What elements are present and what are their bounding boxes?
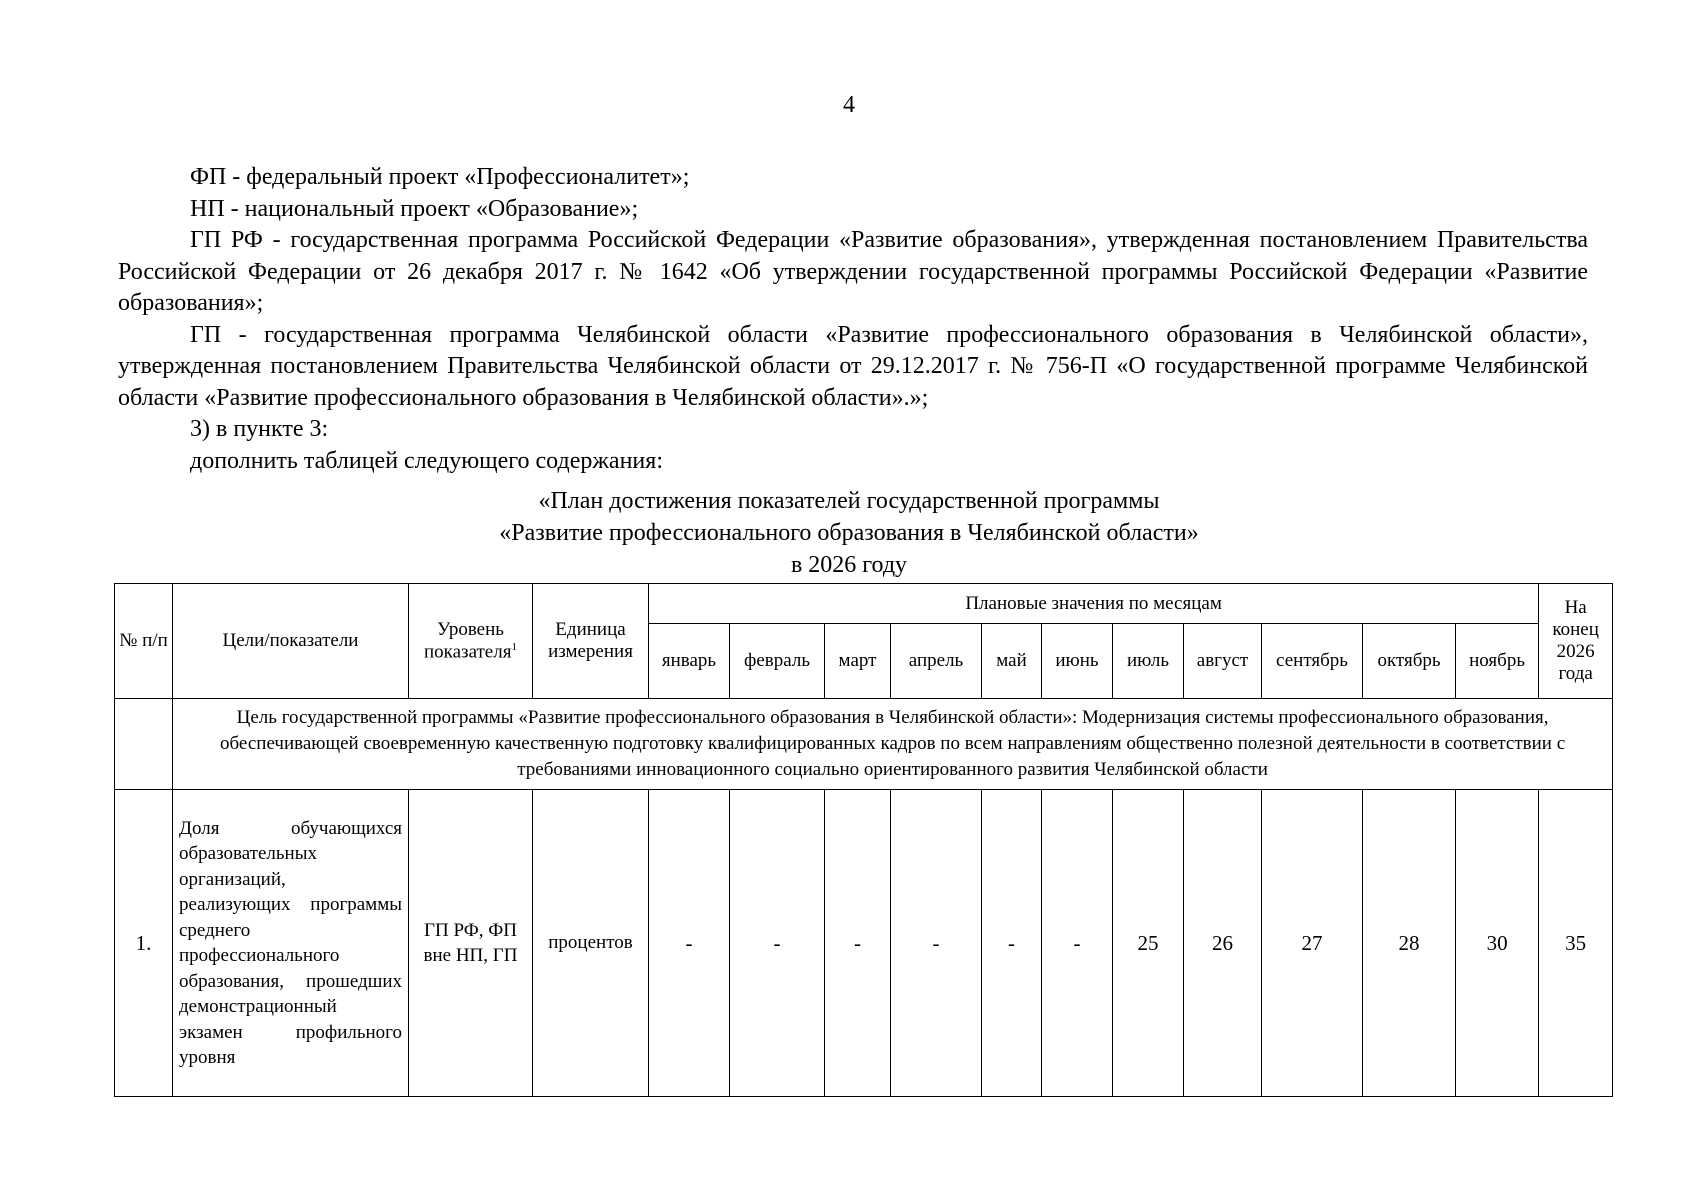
header-level-footnote: 1 bbox=[511, 640, 517, 653]
document-body bbox=[118, 162, 1588, 477]
header-goals: Цели/показатели bbox=[173, 584, 409, 699]
header-number: № п/п bbox=[115, 584, 173, 699]
month-header: октябрь bbox=[1363, 624, 1456, 699]
row-value: - bbox=[891, 790, 982, 1097]
month-header: февраль bbox=[730, 624, 825, 699]
page-number: 4 bbox=[843, 92, 855, 118]
row-number: 1. bbox=[115, 790, 173, 1097]
header-unit: Единица измерения bbox=[533, 584, 649, 699]
month-header: январь bbox=[649, 624, 730, 699]
table-title-line-3: в 2026 году bbox=[790, 552, 908, 578]
table-title-line-2: «Развитие профессионального образования в Челябинской области» bbox=[499, 520, 1199, 546]
clause-instruction: дополнить таблицей следующего содержания: bbox=[190, 447, 663, 474]
row-value: - bbox=[982, 790, 1042, 1097]
month-header: сентябрь bbox=[1262, 624, 1363, 699]
header-level bbox=[409, 584, 533, 699]
header-planned-values: Плановые значения по месяцам bbox=[649, 584, 1539, 624]
goal-row-number-cell bbox=[115, 699, 173, 790]
row-value: - bbox=[1042, 790, 1113, 1097]
definition-fp: ФП - федеральный проект «Профессионалитет»; bbox=[190, 164, 690, 190]
month-header: июль bbox=[1113, 624, 1184, 699]
table-row bbox=[115, 790, 1613, 1097]
goal-row: Цель государственной программы «Развитие профессионального образования в Челябинской области»: Модернизация системы профессионального образования, обеспечивающей своевременную качественную подготовку квалифицированных кадров по всем направлениям общественно полезной деятельности в соответствии с требованиями инновационного социально ориентированного развития Челябинской области bbox=[173, 699, 1613, 790]
row-value: 30 bbox=[1456, 790, 1539, 1097]
month-header: июнь bbox=[1042, 624, 1113, 699]
row-value: 25 bbox=[1113, 790, 1184, 1097]
definition-gp-rf: ГП РФ - государственная программа Российской Федерации «Развитие образования», утвержденная постановлением Правительства Российской Федерации от 26 декабря 2017 г. № 1642 «Об утверждении государственной программы Российской Федерации «Развитие образования»; bbox=[118, 227, 1588, 316]
row-value: 28 bbox=[1363, 790, 1456, 1097]
month-header: апрель bbox=[891, 624, 982, 699]
row-level: ГП РФ, ФП вне НП, ГП bbox=[409, 790, 533, 1097]
definition-gp: ГП - государственная программа Челябинской области «Развитие профессионального образования в Челябинской области», утвержденная постановлением Правительства Челябинской области от 29.12.2017 г. № 756-П «О государственной программе Челябинской области «Развитие профессионального образования в Челябинской области».»; bbox=[118, 321, 1588, 411]
month-header: май bbox=[982, 624, 1042, 699]
row-year-end: 35 bbox=[1539, 790, 1613, 1097]
row-value: - bbox=[730, 790, 825, 1097]
row-unit: процентов bbox=[533, 790, 649, 1097]
header-level-text: Уровень показателя bbox=[424, 618, 512, 663]
row-indicator: Доля обучающихся образовательных организаций, реализующих программы среднего профессионального образования, прошедших демонстрационный экзамен профильного уровня bbox=[173, 790, 409, 1097]
row-value: - bbox=[649, 790, 730, 1097]
month-header: ноябрь bbox=[1456, 624, 1539, 699]
plan-table bbox=[114, 583, 1613, 1097]
clause-3: 3) в пункте 3: bbox=[190, 416, 329, 442]
header-year-end: На конец 2026 года bbox=[1539, 584, 1613, 699]
row-value: 26 bbox=[1184, 790, 1262, 1097]
definition-np: НП - национальный проект «Образование»; bbox=[190, 195, 639, 222]
row-value: - bbox=[825, 790, 891, 1097]
table-title-line-1: «План достижения показателей государственной программы bbox=[538, 488, 1160, 514]
month-header: март bbox=[825, 624, 891, 699]
row-value: 27 bbox=[1262, 790, 1363, 1097]
month-header: август bbox=[1184, 624, 1262, 699]
